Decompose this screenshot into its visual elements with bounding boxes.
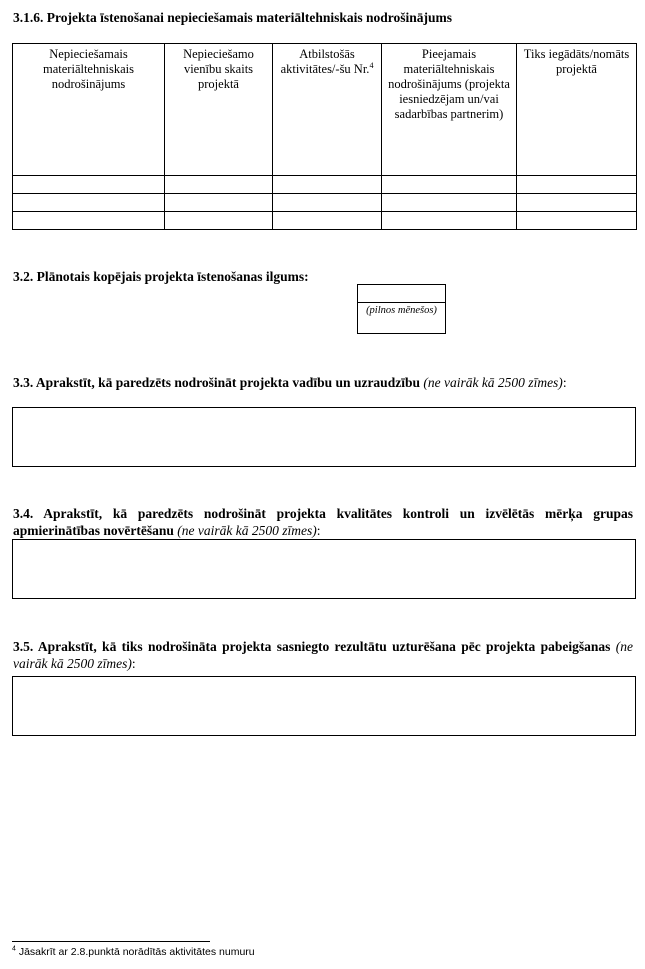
sustainability-description-field[interactable] <box>12 676 636 736</box>
table-cell[interactable] <box>382 176 517 194</box>
column-header: Nepieciešamo vienību skaits projektā <box>165 44 273 176</box>
table-cell[interactable] <box>165 176 273 194</box>
table-cell[interactable] <box>273 194 382 212</box>
section-3-1-6-title: 3.1.6. Projekta īstenošanai nepieciešamais materiāltehniskais nodrošinājums <box>13 10 453 25</box>
column-header: Nepieciešamais materiāltehniskais nodrošinājums <box>13 44 165 176</box>
project-duration-box <box>357 284 446 334</box>
section-3-2-title: 3.2. Plānotais kopējais projekta īstenošanas ilgums: <box>13 269 309 284</box>
section-3-5-title: 3.5. Aprakstīt, kā tiks nodrošināta projekta sasniegto rezultātu uzturēšana pēc projekta pabeigšanas (ne vairāk kā 2500 zīmes): <box>13 639 633 671</box>
section-3-4-title: 3.4. Aprakstīt, kā paredzēts nodrošināt projekta kvalitātes kontroli un izvēlētās mērķa grupas apmierinātības novērtēšanu (ne vairāk kā 2500 zīmes): <box>13 506 633 538</box>
project-duration-input[interactable] <box>358 285 445 303</box>
footnote: $^4$ Jāsakrīt ar 2.8.punktā norādītās aktivitātes numuru <box>12 945 255 958</box>
table-cell[interactable] <box>273 212 382 230</box>
table-row <box>13 194 637 212</box>
table-row <box>13 176 637 194</box>
table-cell[interactable] <box>13 212 165 230</box>
column-header: Pieejamais materiāltehniskais nodrošinājums (projekta iesniedzējam un/vai sadarbības partnerim) <box>382 44 517 176</box>
table-cell[interactable] <box>517 176 637 194</box>
table-cell[interactable] <box>382 194 517 212</box>
footnote-ref: 4 <box>369 60 374 70</box>
table-cell[interactable] <box>13 176 165 194</box>
table-cell[interactable] <box>13 194 165 212</box>
table-cell[interactable] <box>165 194 273 212</box>
table-cell[interactable] <box>273 176 382 194</box>
column-header: Atbilstošās aktivitātes/-šu Nr.$^4$ <box>273 44 382 176</box>
table-cell[interactable] <box>382 212 517 230</box>
table-row <box>13 212 637 230</box>
material-resources-table <box>12 43 637 230</box>
duration-unit-label: (pilnos mēnešos) <box>366 305 437 316</box>
table-cell[interactable] <box>165 212 273 230</box>
table-cell[interactable] <box>517 212 637 230</box>
quality-control-description-field[interactable] <box>12 539 636 599</box>
table-header-row <box>13 44 637 176</box>
section-3-3-title: 3.3. Aprakstīt, kā paredzēts nodrošināt projekta vadību un uzraudzību (ne vairāk kā 2500 zīmes): <box>13 375 567 390</box>
table-cell[interactable] <box>517 194 637 212</box>
management-description-field[interactable] <box>12 407 636 467</box>
footnote-separator <box>12 941 210 942</box>
column-header: Tiks iegādāts/nomāts projektā <box>517 44 637 176</box>
footnote-number: 4 <box>12 945 16 953</box>
